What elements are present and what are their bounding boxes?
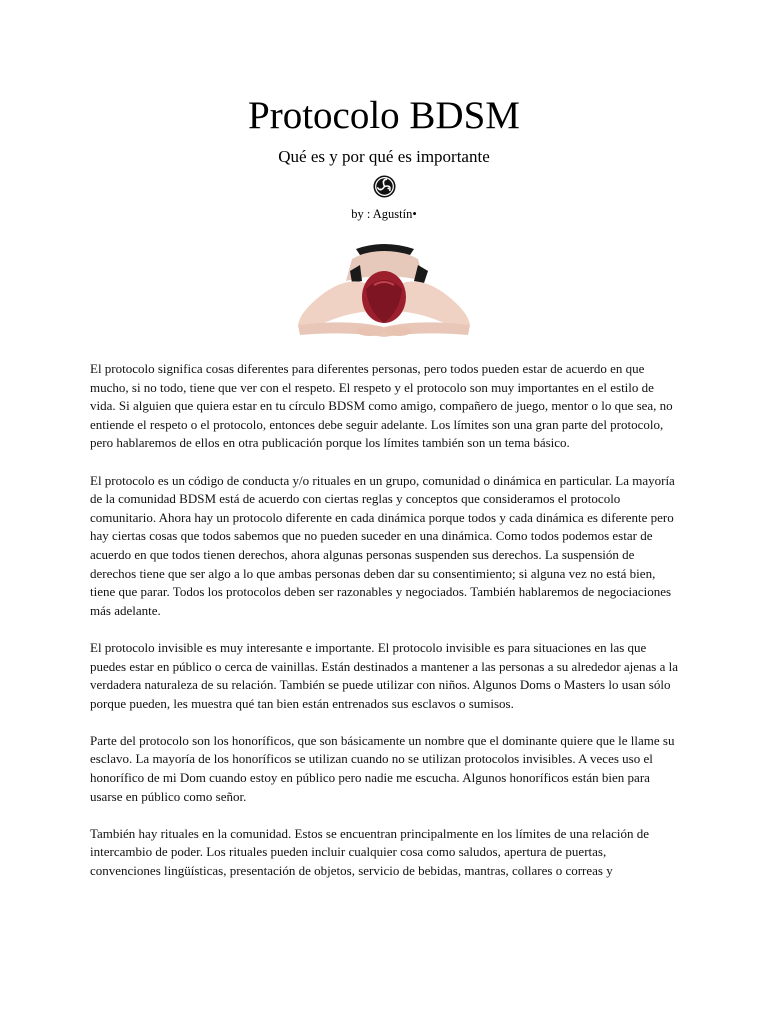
paragraph: El protocolo invisible es muy interesante e importante. El protocolo invisible es para situaciones en las que puedes estar en público o cerca de vainillas. Están destinados a mantener a las personas a su alrededor ajenas a la verdadera naturaleza de su relación. También se puede utilizar con niños. Algunos Doms o Masters lo usan sólo porque pueden, les muestra qué tan bien están entrenados sus esclavos o sumisos.: [90, 639, 679, 711]
paragraph: El protocolo significa cosas diferentes para diferentes personas, pero todos pueden estar de acuerdo en que mucho, si no todo, tiene que ver con el respeto. El respeto y el protocolo son muy importantes en el estilo de vida. Si alguien que quiera estar en tu círculo BDSM como amigo, compañero de juego, mentor o lo que sea, no entiende el respeto o el protocolo, entonces debe seguir adelante. Los límites son una gran parte del protocolo, pero hablaremos de ellos en otra publicación porque los límites también son un tema básico.: [90, 361, 673, 451]
paragraph: También hay rituales en la comunidad. Estos se encuentran principalmente en los límites de una relación de intercambio de poder. Los rituales pueden incluir cualquier cosa como saludos, apertura de puertas, convenciones lingüísticas, presentación de objetos, servicio de bebidas, mantras, collares o correas y: [90, 825, 649, 879]
author-byline: by : Agustín•: [351, 207, 417, 221]
paragraph: Parte del protocolo son los honoríficos, que son básicamente un nombre que el dominante quiere que le llame su esclavo. La mayoría de los honoríficos se utilizan cuando no se utilizan protocolos invisibles. A veces uso el honorífico de mi Dom cuando estoy en público pero nadie me escucha. Algunos honoríficos están bien para usarse en público como señor.: [90, 732, 675, 804]
paragraph: El protocolo es un código de conducta y/o rituales en un grupo, comunidad o dinámica en particular. La mayoría de la comunidad BDSM está de acuerdo con ciertas reglas y conceptos que consideramos el protocolo comunitario. Ahora hay un protocolo diferente en cada dinámica porque todos y cada dinámica es diferente pero hay ciertas cosas que todos sabemos que no pueden suceder en una dinámica. Como todos podemos estar de acuerdo en que todos tienen derechos, ahora algunas personas suspenden sus derechos. La suspensión de derechos tiene que ser algo a lo que ambas personas deben dar su consentimiento; si alguna vez no está bien, tiene que parar. Todos los protocolos deben ser razonables y negociados. También hablaremos de negociaciones más adelante.: [90, 472, 675, 618]
triskelion-icon: [373, 175, 396, 198]
document-title: Protocolo BDSM: [248, 94, 520, 137]
woman-kneeling-photo: [290, 241, 478, 343]
document-subtitle: Qué es y por qué es importante: [278, 147, 490, 166]
article-body: [90, 360, 680, 899]
